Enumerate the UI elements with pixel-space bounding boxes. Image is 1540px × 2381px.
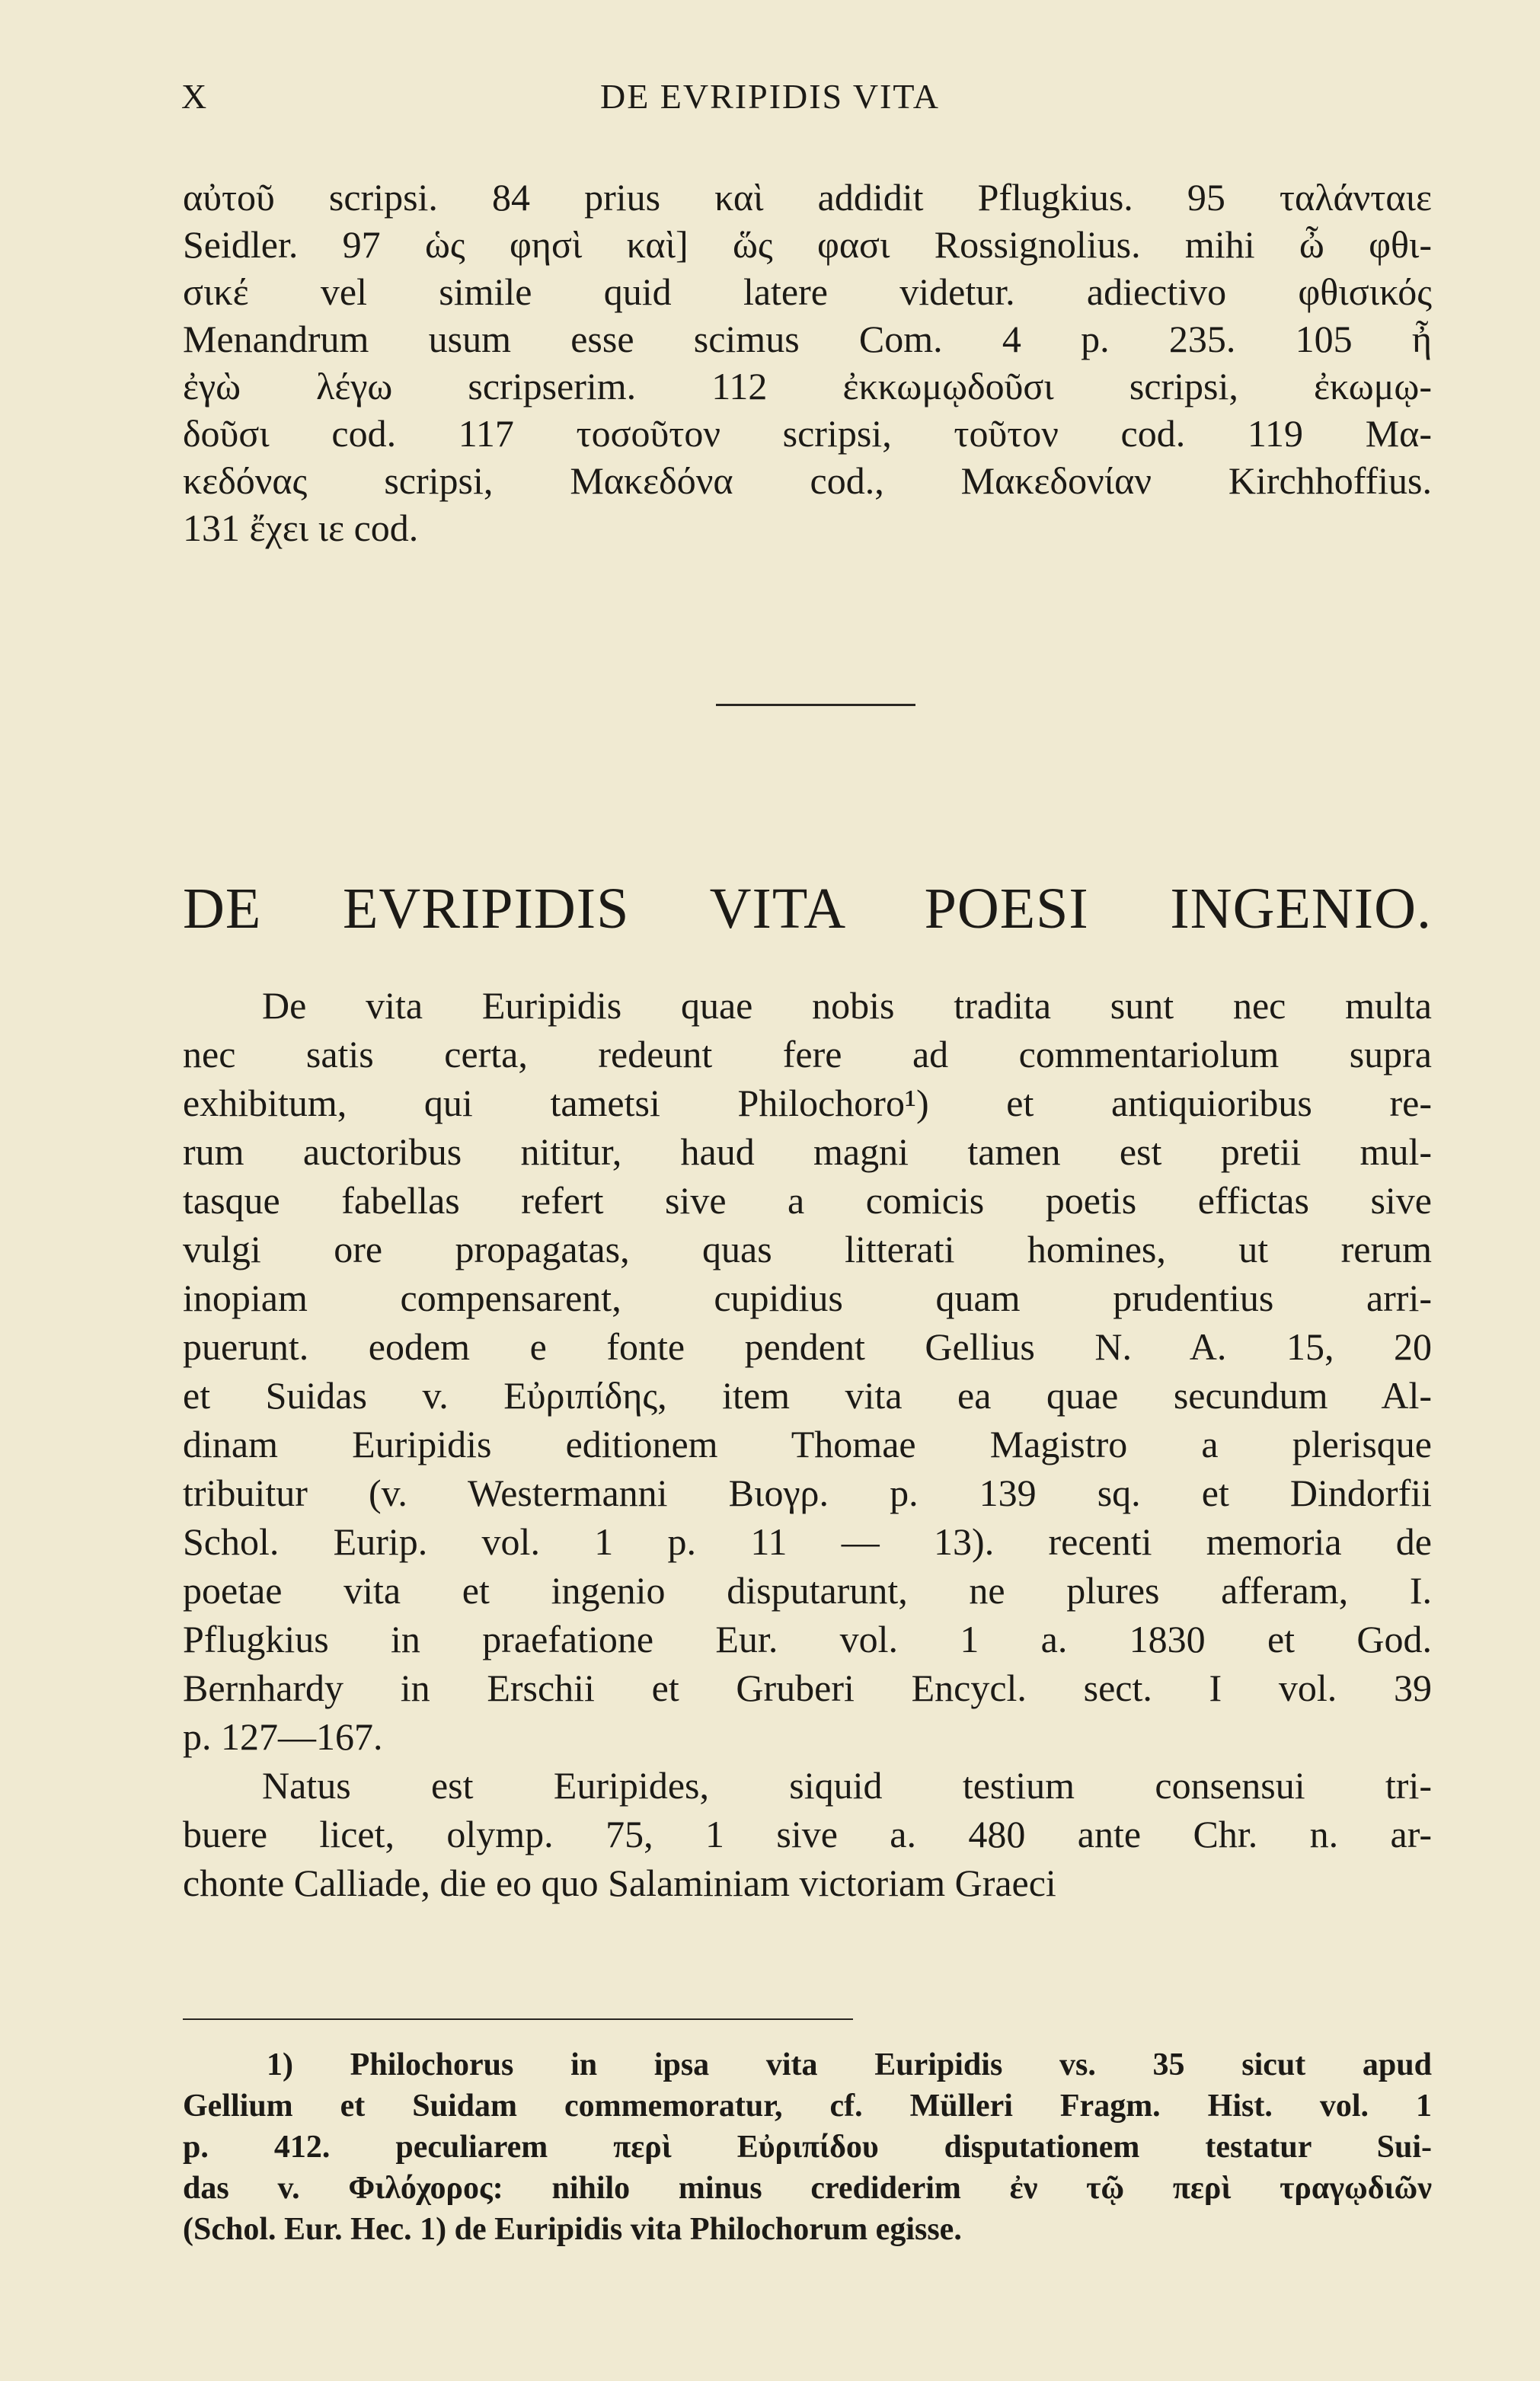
footnote-line: Gellium et Suidam commemoratur, cf. Mülleri Fragm. Hist. vol. 1: [183, 2089, 1432, 2124]
paragraph-line: et Suidas v. Εὐριπίδης, item vita ea quae secundum Al-: [183, 1374, 1432, 1417]
paragraph-line: tribuitur (v. Westermanni Βιογρ. p. 139 sq. et Dindorfii: [183, 1472, 1432, 1514]
paragraph-line: dinam Euripidis editionem Thomae Magistro a plerisque: [183, 1423, 1432, 1465]
critical-note-line: σικέ vel simile quid latere videtur. adiectivo φθισικός: [183, 270, 1432, 313]
critical-note-line: Seidler. 97 ὡς φησὶ καὶ] ὥς φασι Rossignolius. mihi ὦ φθι-: [183, 223, 1432, 266]
footnote-line: 1) Philochorus in ipsa vita Euripidis vs. 35 sicut apud: [267, 2047, 1432, 2082]
paragraph-line: puerunt. eodem e fonte pendent Gellius N. A. 15, 20: [183, 1325, 1432, 1368]
paragraph-line: buere licet, olymp. 75, 1 sive a. 480 ante Chr. n. ar-: [183, 1813, 1432, 1855]
footnote-line: (Schol. Eur. Hec. 1) de Euripidis vita Philochorum egisse.: [183, 2212, 962, 2247]
paragraph-line: rum auctoribus nititur, haud magni tamen est pretii mul-: [183, 1130, 1432, 1173]
footnote-rule: [183, 2018, 853, 2020]
critical-note-line: Menandrum usum esse scimus Com. 4 p. 235. 105 ἦ: [183, 318, 1432, 360]
paragraph-line: tasque fabellas refert sive a comicis poetis effictas sive: [183, 1179, 1432, 1222]
paragraph-line: exhibitum, qui tametsi Philochoro¹) et antiquioribus re-: [183, 1082, 1432, 1124]
critical-note-line: ἐγὼ λέγω scripserim. 112 ἐκκωμῳδοῦσι scripsi, ἐκωμῳ-: [183, 365, 1432, 407]
body-text: [183, 981, 1432, 1907]
section-divider: [716, 704, 915, 706]
running-title: DE EVRIPIDIS VITA: [599, 77, 940, 116]
paragraph-line: De vita Euripidis quae nobis tradita sunt nec multa: [262, 984, 1432, 1027]
paragraph-line: Schol. Eurip. vol. 1 p. 11 — 13). recenti memoria de: [183, 1520, 1432, 1563]
paragraph-line: nec satis certa, redeunt fere ad commentariolum supra: [183, 1033, 1432, 1075]
critical-note-line: αὐτοῦ scripsi. 84 prius καὶ addidit Pflugkius. 95 ταλάνταιε: [183, 176, 1432, 219]
paragraph-line: p. 127—167.: [183, 1715, 383, 1758]
footnote: [183, 2044, 1432, 2250]
page-number: X: [181, 77, 209, 116]
paragraph-line: poetae vita et ingenio disputarunt, ne plures afferam, I.: [183, 1569, 1432, 1612]
critical-note-line: δοῦσι cod. 117 τοσοῦτον scripsi, τοῦτον cod. 119 Μα-: [183, 412, 1432, 455]
paragraph-line: Natus est Euripides, siquid testium consensui tri-: [262, 1764, 1432, 1807]
paragraph-line: Pflugkius in praefatione Eur. vol. 1 a. 1830 et God.: [183, 1618, 1432, 1660]
paragraph-line: inopiam compensarent, cupidius quam prudentius arri-: [183, 1277, 1432, 1319]
section-title: DE EVRIPIDIS VITA POESI INGENIO.: [183, 877, 1432, 941]
paragraph-line: chonte Calliade, die eo quo Salaminiam victoriam Graeci: [183, 1862, 1056, 1904]
critical-note-line: κεδόνας scripsi, Μακεδόνα cod., Μακεδονίαν Kirchhoffius.: [183, 459, 1432, 502]
paragraph-line: vulgi ore propagatas, quas litterati homines, ut rerum: [183, 1228, 1432, 1270]
paragraph-line: Bernhardy in Erschii et Gruberi Encycl. sect. I vol. 39: [183, 1667, 1432, 1709]
critical-note-line: 131 ἔχει ιε cod.: [183, 507, 419, 549]
critical-notes: [183, 174, 1432, 551]
footnote-line: das v. Φιλόχορος: nihilo minus crediderim ἐν τῷ περὶ τραγῳδιῶν: [183, 2171, 1432, 2206]
footnote-line: p. 412. peculiarem περὶ Εὐριπίδου disputationem testatur Sui-: [183, 2130, 1432, 2165]
